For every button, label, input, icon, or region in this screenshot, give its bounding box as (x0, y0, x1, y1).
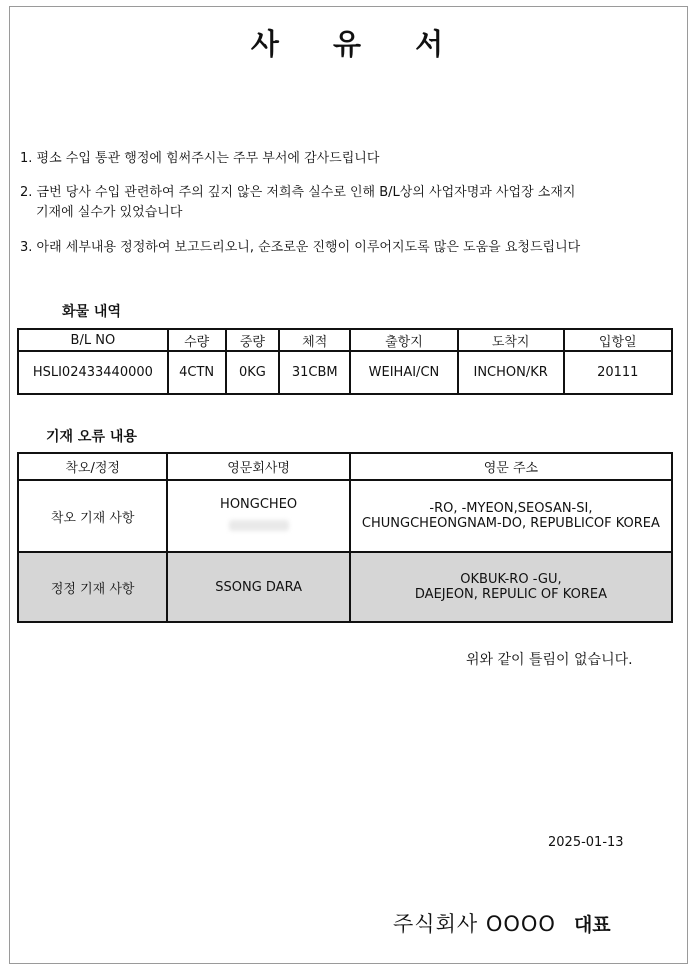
paragraph-2-line-1: 2. 금번 당사 수입 관련하여 주의 깊지 않은 저희측 실수로 인해 B/L상의 사업자명과 사업장 소재지 (20, 185, 576, 200)
cargo-section-heading: 화물 내역 (62, 304, 121, 320)
header-departure: 출항지 (350, 329, 458, 351)
errors-header-row (18, 453, 672, 480)
document-date: 2025-01-13 (548, 835, 624, 850)
signature-line (393, 908, 611, 938)
confirmation-statement: 위와 같이 틀림이 없습니다. (466, 652, 633, 668)
error-row-incorrect (18, 480, 672, 552)
errors-section-heading: 기재 오류 내용 (46, 429, 137, 445)
paragraph-1: 1. 평소 수입 통관 행정에 힘써주시는 주무 부서에 감사드립니다 (20, 151, 380, 166)
address-corrected-line-2: DAEJEON, REPULIC OF KOREA (414, 587, 607, 602)
cargo-table (17, 328, 673, 395)
document-title: 사 유 서 (250, 27, 466, 61)
signature-company: 주식회사 OOOO (393, 912, 556, 936)
cell-entry-date: 20111 (564, 351, 672, 394)
cell-arrival: INCHON/KR (458, 351, 564, 394)
header-address: 영문 주소 (350, 453, 672, 480)
header-volume: 체적 (279, 329, 350, 351)
cell-bl-no: HSLI02433440000 (18, 351, 168, 394)
address-incorrect-line-2: CHUNGCHEONGNAM-DO, REPUBLICOF KOREA (361, 516, 660, 531)
header-arrival: 도착지 (458, 329, 564, 351)
paragraph-2-line-2: 기재에 실수가 있었습니다 (36, 205, 183, 220)
company-corrected: SSONG DARA (167, 552, 350, 622)
row-label-corrected: 정정 기재 사항 (18, 552, 167, 622)
cargo-header-row (18, 329, 672, 351)
address-incorrect-line-1: -RO, -MYEON,SEOSAN-SI, (429, 501, 593, 516)
cell-weight: 0KG (226, 351, 280, 394)
redaction-mark (229, 520, 289, 531)
cargo-data-row (18, 351, 672, 394)
header-quantity: 수량 (168, 329, 226, 351)
header-entry-date: 입항일 (564, 329, 672, 351)
errors-table (17, 452, 673, 623)
header-bl-no: B/L NO (18, 329, 168, 351)
paragraph-3: 3. 아래 세부내용 정정하여 보고드리오니, 순조로운 진행이 이루어지도록 많은 도움을 요청드립니다 (20, 240, 581, 255)
error-row-corrected (18, 552, 672, 622)
cell-volume: 31CBM (279, 351, 350, 394)
header-weight: 중량 (226, 329, 280, 351)
address-corrected (350, 552, 672, 622)
cell-departure: WEIHAI/CN (350, 351, 458, 394)
header-company-name: 영문회사명 (167, 453, 350, 480)
row-label-incorrect: 착오 기재 사항 (18, 480, 167, 552)
address-corrected-line-1: OKBUK-RO -GU, (460, 572, 562, 587)
company-incorrect-text: HONGCHEO (220, 497, 298, 512)
signature-role: 대표 (573, 914, 611, 936)
cell-quantity: 4CTN (168, 351, 226, 394)
header-error-type: 착오/정정 (18, 453, 167, 480)
address-incorrect (350, 480, 672, 552)
company-incorrect (167, 480, 350, 552)
